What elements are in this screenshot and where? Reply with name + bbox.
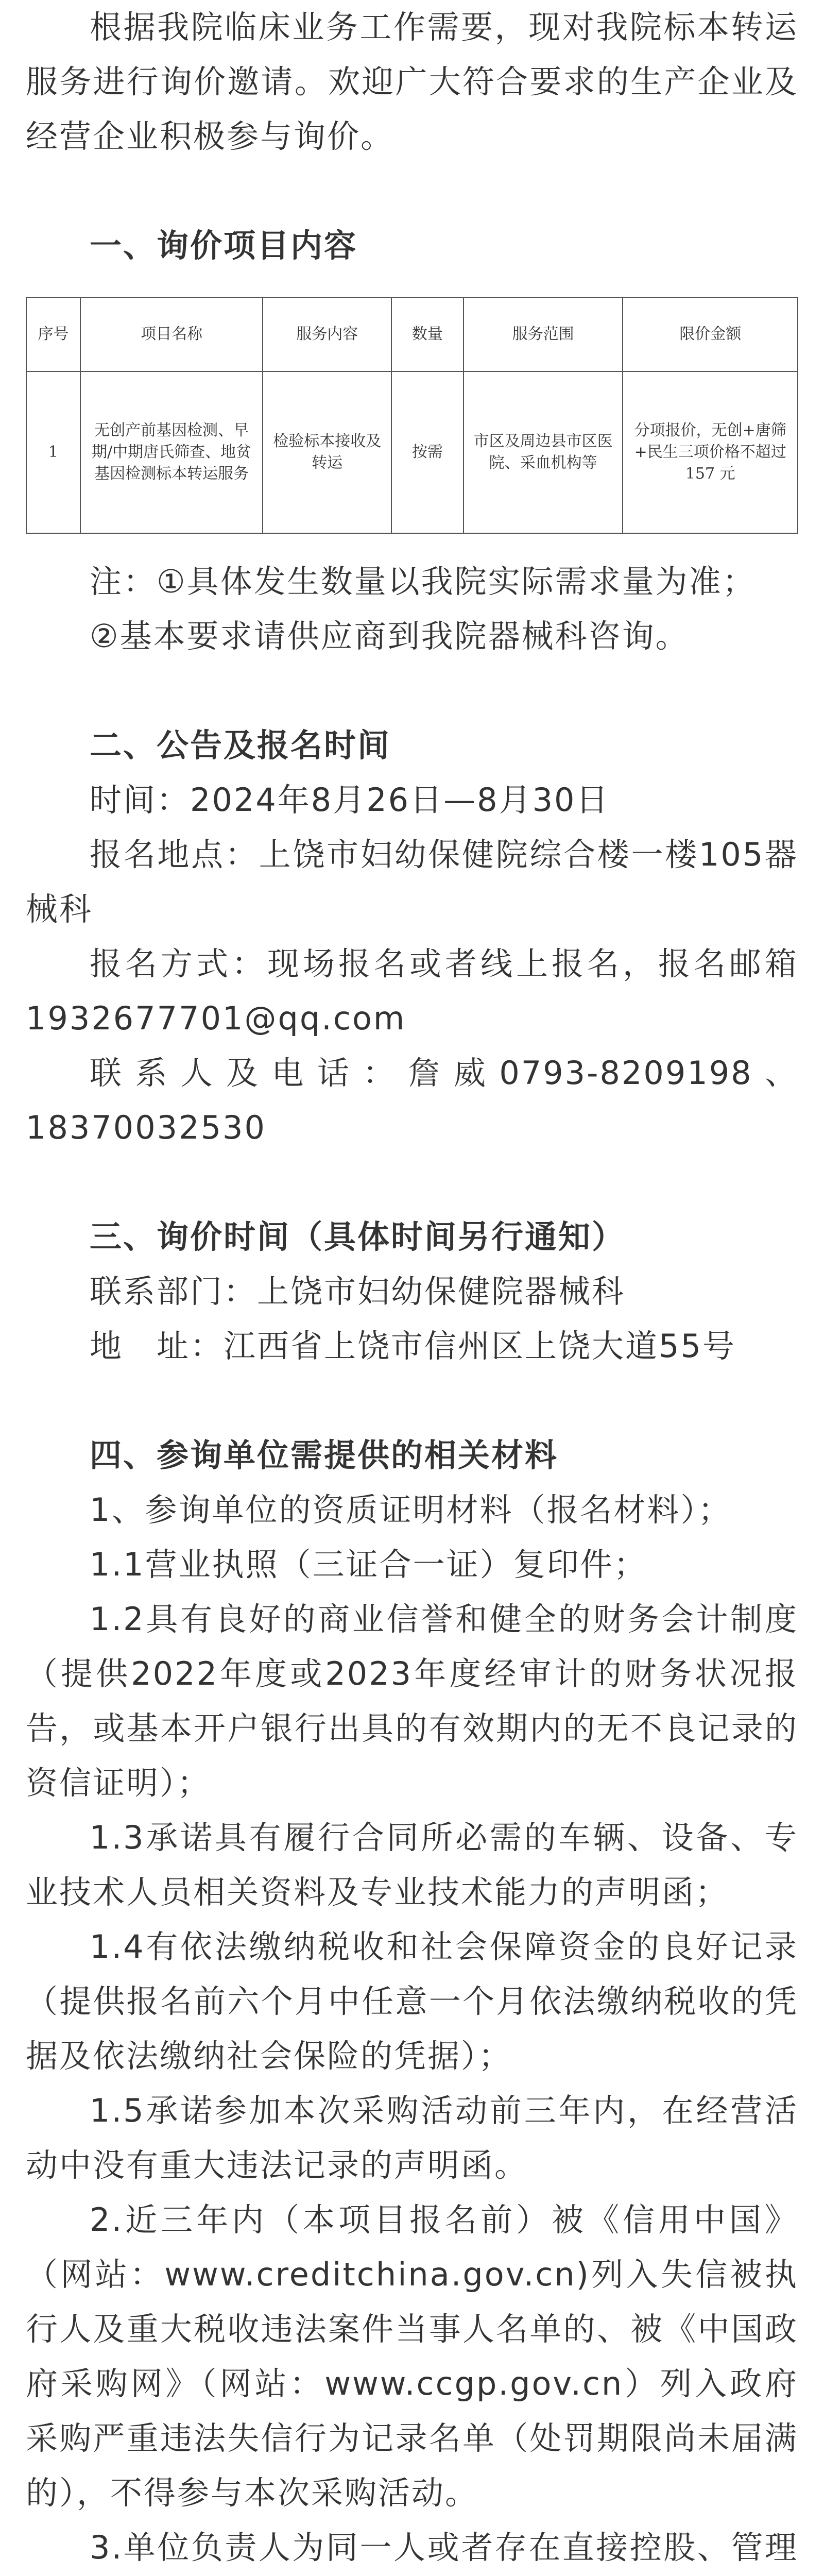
- section-2-heading: 二、公告及报名时间: [90, 726, 391, 764]
- section-4-heading: 四、参询单位需提供的相关材料: [90, 1436, 559, 1474]
- contact-department: 联系部门：上饶市妇幼保健院器械科: [90, 1273, 626, 1310]
- intro-paragraph: 根据我院临床业务工作需要，现对我院标本转运服务进行询价邀请。欢迎广大符合要求的生产企业及经营企业积极参与询价。: [26, 8, 798, 155]
- cell-price-limit: 分项报价，无创+唐筛+民生三项价格不超过 157 元: [623, 371, 798, 533]
- cell-index: 1: [26, 371, 80, 533]
- material-item-1-5: 1.5承诺参加本次采购活动前三年内，在经营活动中没有重大违法记录的声明函。: [26, 2092, 798, 2184]
- material-item-1-2: 1.2具有良好的商业信誉和健全的财务会计制度（提供2022年度或2023年度经审计的财务状况报告，或基本开户银行出具的有效期内的无不良记录的资信证明）；: [26, 1600, 798, 1802]
- material-item-1: 1、参询单位的资质证明材料（报名材料）；: [90, 1491, 732, 1529]
- registration-location: 报名地点：上饶市妇幼保健院综合楼一楼105器械科: [26, 836, 798, 928]
- header-item-name: 项目名称: [80, 297, 263, 371]
- cell-quantity: 按需: [391, 371, 464, 533]
- material-item-3: 3.单位负责人为同一人或者存在直接控股、管理: [90, 2529, 798, 2566]
- header-service-content: 服务内容: [263, 297, 391, 371]
- header-service-scope: 服务范围: [464, 297, 623, 371]
- table-row: [26, 371, 798, 533]
- price-table-wrapper: [26, 297, 798, 534]
- cell-item-name: 无创产前基因检测、早期/中期唐氏筛查、地贫基因检测标本转运服务: [80, 371, 263, 533]
- contact-person-phone: 联系人及电话：詹威0793-8209198、18370032530: [26, 1054, 798, 1146]
- note-line-1: 注：①具体发生数量以我院实际需求量为准；: [90, 563, 756, 600]
- cell-service-scope: 市区及周边县市区医院、采血机构等: [464, 371, 623, 533]
- address: 地 址：江西省上饶市信州区上饶大道55号: [90, 1327, 736, 1365]
- announcement-time: 时间：2024年8月26日—8月30日: [90, 781, 610, 819]
- registration-method: 报名方式：现场报名或者线上报名，报名邮箱1932677701@qq.com: [26, 945, 798, 1037]
- material-item-1-1: 1.1营业执照（三证合一证）复印件；: [90, 1546, 647, 1583]
- header-quantity: 数量: [391, 297, 464, 371]
- note-line-2: ②基本要求请供应商到我院器械科咨询。: [90, 617, 689, 655]
- section-3-heading: 三、询价时间（具体时间另行通知）: [90, 1218, 626, 1256]
- material-item-1-3: 1.3承诺具有履行合同所必需的车辆、设备、专业技术人员相关资料及专业技术能力的声明函；: [26, 1819, 798, 1911]
- section-1-heading: 一、询价项目内容: [90, 227, 358, 264]
- material-item-2: 2.近三年内（本项目报名前）被《信用中国》（网站：www.creditchina.gov.cn)列入失信被执行人及重大税收违法案件当事人名单的、被《中国政府采购网》（网站：www.ccgp.gov.cn）列入政府采购严重违法失信行为记录名单（处罚期限尚未届满的），不得参与本次采购活动。: [26, 2201, 798, 2512]
- cell-service-content: 检验标本接收及转运: [263, 371, 391, 533]
- material-item-1-4: 1.4有依法缴纳税收和社会保障资金的良好记录（提供报名前六个月中任意一个月依法缴纳税收的凭据及依法缴纳社会保险的凭据）；: [26, 1928, 798, 2075]
- table-header-row: [26, 297, 798, 371]
- header-index: 序号: [26, 297, 80, 371]
- inquiry-items-table: [26, 297, 798, 534]
- header-price-limit: 限价金额: [623, 297, 798, 371]
